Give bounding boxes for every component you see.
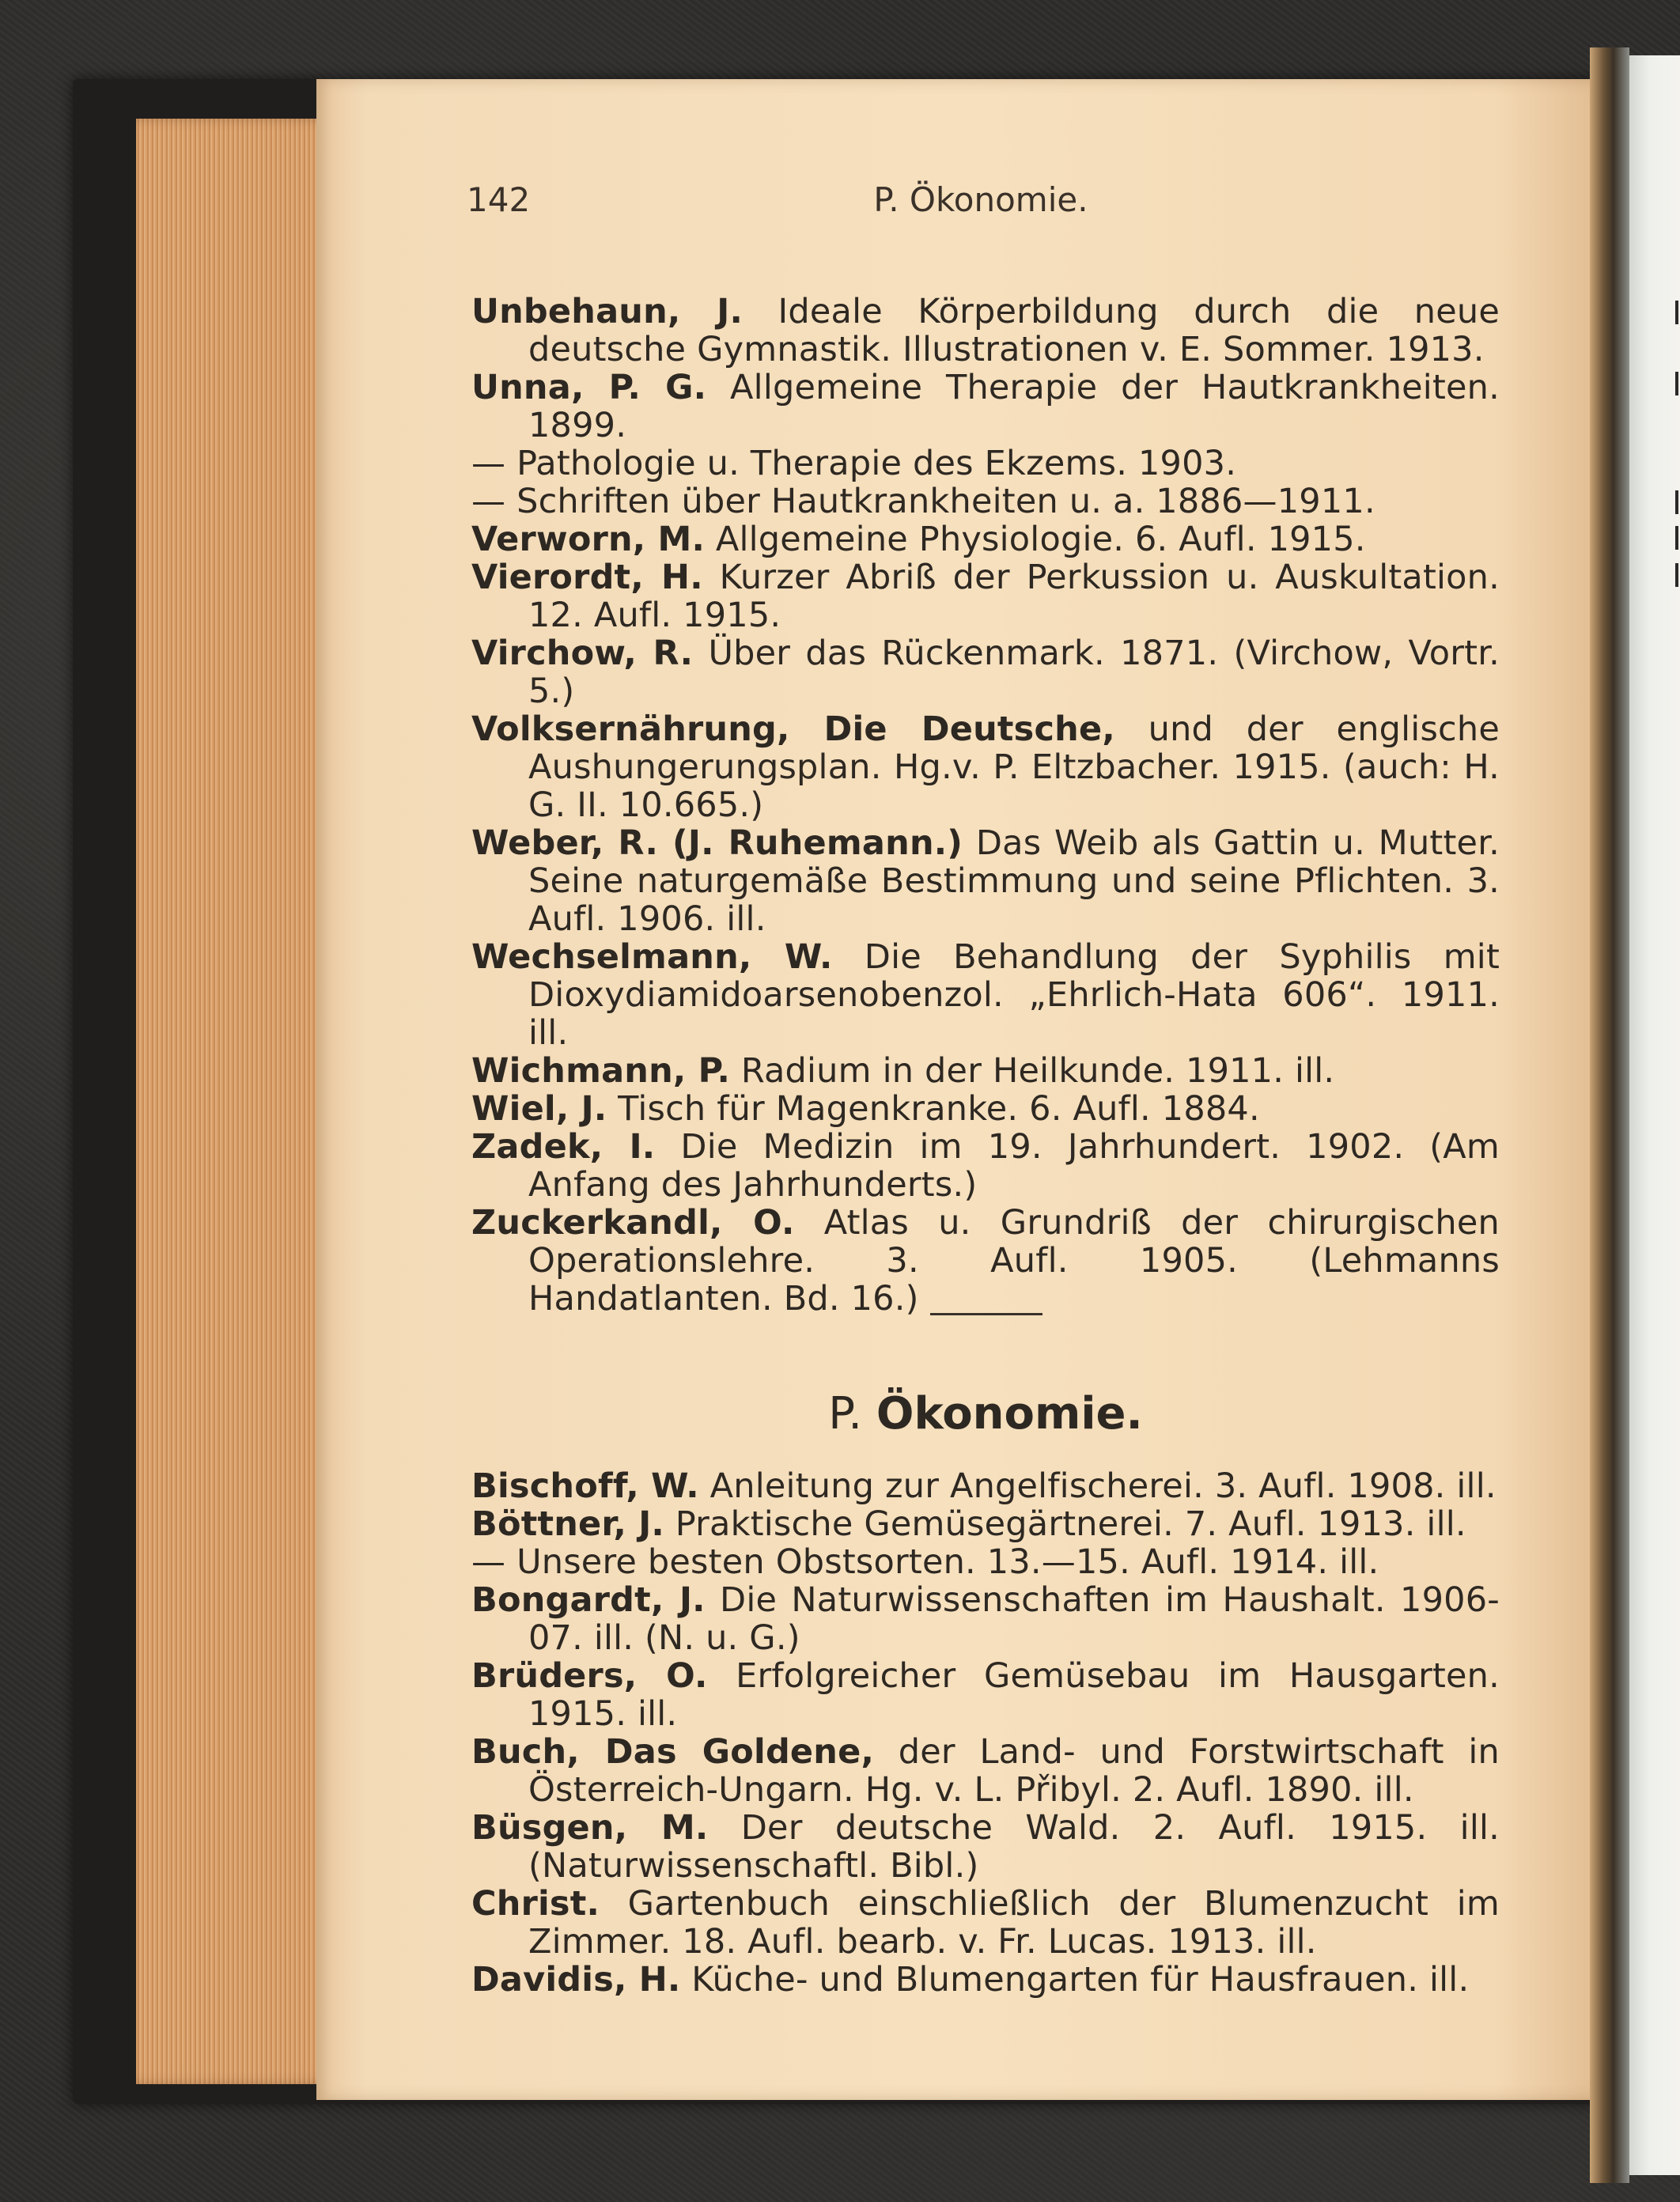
facing-page-mark xyxy=(1675,301,1678,324)
bibliography-entry xyxy=(471,520,1500,558)
entry-author: Christ. xyxy=(471,1884,600,1924)
facing-page-mark xyxy=(1675,563,1678,587)
entry-text: Atlas u. Grundriß der chirurgischen Operationslehre. 3. Aufl. 1905. (Lehmanns Handatlanten. Bd. 16.) xyxy=(528,1203,1500,1319)
entry-author: Volksernährung, Die Deutsche, xyxy=(471,709,1115,749)
entry-author: Unbehaun, J. xyxy=(471,292,744,331)
entry-text: Das Weib als Gattin u. Mutter. Seine naturgemäße Bestimmung und seine Pflichten. 3. Aufl. 1906. ill. xyxy=(528,823,1500,939)
entry-text: Allgemeine Physiologie. 6. Aufl. 1915. xyxy=(705,520,1366,559)
bibliography-entry xyxy=(471,1090,1500,1128)
entry-list-medicine xyxy=(471,293,1500,1318)
entry-author: Zuckerkandl, O. xyxy=(471,1203,795,1243)
entry-text: — Schriften über Hautkrankheiten u. a. 1886—1911. xyxy=(471,482,1375,521)
entry-list-economy xyxy=(471,1467,1500,1999)
entry-author: Zadek, I. xyxy=(471,1127,656,1167)
entry-text: Allgemeine Therapie der Hautkrankheiten. 1899. xyxy=(528,368,1500,445)
page-edges xyxy=(136,119,342,2084)
entry-author: Davidis, H. xyxy=(471,1960,681,2000)
bibliography-entry xyxy=(471,938,1500,1052)
entry-text: Radium in der Heilkunde. 1911. ill. xyxy=(729,1051,1335,1091)
entry-author: Virchow, R. xyxy=(471,634,694,673)
bibliography-entry xyxy=(471,1128,1500,1204)
bibliography-entry xyxy=(471,558,1500,634)
entry-author: Verworn, M. xyxy=(471,520,706,559)
entry-text: Die Medizin im 19. Jahrhundert. 1902. (Am Anfang des Jahrhunderts.) xyxy=(528,1127,1500,1205)
section-divider xyxy=(930,1313,1042,1315)
section-title xyxy=(471,1388,1500,1440)
bibliography-entry xyxy=(471,1581,1500,1657)
facing-page-mark xyxy=(1675,526,1678,550)
entry-text: Die Behandlung der Syphilis mit Dioxydiamidoarsenobenzol. „Ehrlich-Hata 606“. 1911. ill. xyxy=(528,937,1500,1053)
entry-text: der Land- und Forstwirtschaft in Österreich-Ungarn. Hg. v. L. Přibyl. 2. Aufl. 1890. ill. xyxy=(528,1732,1500,1810)
bibliography-entry xyxy=(471,1467,1500,1505)
entry-text: Die Naturwissenschaften im Haushalt. 1906-07. ill. (N. u. G.) xyxy=(528,1580,1500,1658)
section-name: Ökonomie. xyxy=(876,1388,1143,1440)
bibliography-entry xyxy=(471,1052,1500,1090)
entry-text: Kurzer Abriß der Perkussion u. Auskultation. 12. Aufl. 1915. xyxy=(528,558,1500,635)
facing-page-edge xyxy=(1629,55,1680,2175)
entry-text: Ideale Körperbildung durch die neue deutsche Gymnastik. Illustrationen v. E. Sommer. 1913. xyxy=(528,292,1500,369)
bibliography-entry xyxy=(471,1505,1500,1543)
page-number: 142 xyxy=(467,180,531,219)
bibliography-entry xyxy=(471,1809,1500,1885)
bibliography-entry xyxy=(471,445,1500,482)
facing-page-mark xyxy=(1675,372,1678,395)
entry-text: Gartenbuch einschließlich der Blumenzucht im Zimmer. 18. Aufl. bearb. v. Fr. Lucas. 1913. ill. xyxy=(528,1884,1500,1962)
entry-author: Wiel, J. xyxy=(471,1089,607,1129)
entry-text: — Pathologie u. Therapie des Ekzems. 1903. xyxy=(471,444,1237,483)
entry-author: Wichmann, P. xyxy=(471,1051,730,1091)
running-title: P. Ökonomie. xyxy=(873,180,1088,219)
entry-text: — Unsere besten Obstsorten. 13.—15. Aufl. 1914. ill. xyxy=(471,1542,1379,1582)
entry-author: Bongardt, J. xyxy=(471,1580,706,1620)
bibliography-entry xyxy=(471,482,1500,520)
entry-author: Buch, Das Goldene, xyxy=(471,1732,874,1772)
bibliography-entry xyxy=(471,824,1500,938)
bibliography-entry xyxy=(471,1885,1500,1961)
bibliography-entry xyxy=(471,1733,1500,1809)
entry-text: Küche- und Blumengarten für Hausfrauen. ill. xyxy=(680,1960,1470,2000)
bibliography-entry xyxy=(471,1543,1500,1581)
facing-page-mark xyxy=(1675,490,1678,514)
entry-text: Erfolgreicher Gemüsebau im Hausgarten. 1915. ill. xyxy=(528,1656,1500,1734)
entry-text: und der englische Aushungerungsplan. Hg.v. P. Eltzbacher. 1915. (auch: H. G. II. 10.665.) xyxy=(528,709,1500,825)
entry-author: Brüders, O. xyxy=(471,1656,708,1696)
entry-author: Büsgen, M. xyxy=(471,1808,709,1848)
bibliography-entry xyxy=(471,1961,1500,1999)
entry-author: Vierordt, H. xyxy=(471,558,703,597)
entry-author: Unna, P. G. xyxy=(471,368,707,407)
entry-author: Bischoff, W. xyxy=(471,1466,699,1506)
bibliography-entry xyxy=(471,1657,1500,1733)
bibliography-entry xyxy=(471,1204,1500,1318)
bibliography-entry xyxy=(471,634,1500,710)
entry-text: Tisch für Magenkranke. 6. Aufl. 1884. xyxy=(607,1089,1260,1129)
book-gutter xyxy=(1590,47,1629,2183)
bibliography-entry xyxy=(471,293,1500,369)
entry-text: Praktische Gemüsegärtnerei. 7. Aufl. 1913. ill. xyxy=(664,1504,1466,1544)
entry-text: Anleitung zur Angelfischerei. 3. Aufl. 1908. ill. xyxy=(698,1466,1496,1506)
bibliography-entry xyxy=(471,710,1500,824)
section-letter: P. xyxy=(828,1388,876,1440)
entry-author: Wechselmann, W. xyxy=(471,937,833,977)
running-header xyxy=(467,180,1495,228)
entry-author: Weber, R. (J. Ruhemann.) xyxy=(471,823,963,863)
entry-author: Böttner, J. xyxy=(471,1504,664,1544)
entry-text: Der deutsche Wald. 2. Aufl. 1915. ill. (Naturwissenschaftl. Bibl.) xyxy=(528,1808,1500,1886)
entry-text: Über das Rückenmark. 1871. (Virchow, Vortr. 5.) xyxy=(528,634,1500,711)
bibliography-entry xyxy=(471,369,1500,445)
